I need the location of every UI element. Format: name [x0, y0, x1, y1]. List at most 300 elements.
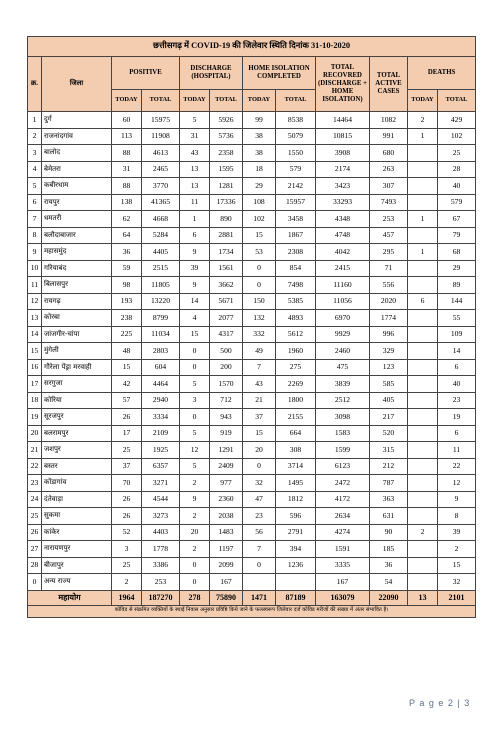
value-cell: 43 — [243, 376, 276, 393]
grand-total-cell: 278 — [180, 590, 210, 605]
value-cell: 1197 — [210, 541, 243, 558]
serial-cell: 23 — [28, 475, 42, 492]
serial-cell: 4 — [28, 161, 42, 178]
grand-total-label: महायोग — [28, 590, 112, 605]
value-cell: 5284 — [142, 227, 180, 244]
value-cell: 0 — [243, 557, 276, 574]
value-cell: 315 — [370, 442, 408, 459]
table-row — [28, 310, 476, 327]
value-cell: 12 — [180, 442, 210, 459]
total-active-header: TOTAL ACTIVE CASES — [370, 57, 408, 112]
value-cell: 88 — [112, 145, 142, 162]
value-cell: 11 — [438, 442, 476, 459]
value-cell: 0 — [180, 574, 210, 591]
table-row — [28, 260, 476, 277]
serial-cell: 28 — [28, 557, 42, 574]
value-cell: 5385 — [276, 293, 316, 310]
value-cell: 1291 — [210, 442, 243, 459]
serial-cell: 8 — [28, 227, 42, 244]
value-cell: 17336 — [210, 194, 243, 211]
value-cell: 57 — [112, 392, 142, 409]
value-cell: 1591 — [316, 541, 370, 558]
value-cell: 108 — [243, 194, 276, 211]
value-cell: 8538 — [276, 112, 316, 129]
value-cell: 70 — [112, 475, 142, 492]
value-cell — [408, 541, 438, 558]
value-cell — [408, 359, 438, 376]
value-cell: 29 — [243, 178, 276, 195]
value-cell: 9929 — [316, 326, 370, 343]
value-cell: 787 — [370, 475, 408, 492]
value-cell — [408, 491, 438, 508]
value-cell: 3 — [180, 392, 210, 409]
value-cell: 919 — [210, 425, 243, 442]
value-cell — [408, 442, 438, 459]
value-cell: 2415 — [316, 260, 370, 277]
table-row — [28, 541, 476, 558]
value-cell: 12 — [438, 475, 476, 492]
value-cell: 185 — [370, 541, 408, 558]
discharge-today-header: TODAY — [180, 90, 210, 112]
table-row — [28, 458, 476, 475]
value-cell — [408, 161, 438, 178]
value-cell: 43 — [180, 145, 210, 162]
value-cell — [408, 392, 438, 409]
value-cell: 71 — [370, 260, 408, 277]
value-cell — [408, 178, 438, 195]
home-isolation-today-header: TODAY — [243, 90, 276, 112]
value-cell: 2099 — [210, 557, 243, 574]
value-cell: 2109 — [142, 425, 180, 442]
value-cell: 64 — [112, 227, 142, 244]
district-name-cell: मुंगेली — [42, 343, 112, 360]
value-cell: 53 — [243, 244, 276, 261]
value-cell: 90 — [370, 524, 408, 541]
value-cell: 2881 — [210, 227, 243, 244]
value-cell: 31 — [180, 128, 210, 145]
district-name-cell: नारायणपुर — [42, 541, 112, 558]
value-cell: 25 — [112, 442, 142, 459]
value-cell: 123 — [370, 359, 408, 376]
value-cell: 3098 — [316, 409, 370, 426]
value-cell: 1550 — [276, 145, 316, 162]
value-cell: 15 — [243, 425, 276, 442]
value-cell: 1561 — [210, 260, 243, 277]
value-cell: 1960 — [276, 343, 316, 360]
value-cell: 1734 — [210, 244, 243, 261]
value-cell: 2940 — [142, 392, 180, 409]
district-name-cell: रायगढ़ — [42, 293, 112, 310]
discharge-total-header: TOTAL — [210, 90, 243, 112]
value-cell: 14464 — [316, 112, 370, 129]
serial-cell: 20 — [28, 425, 42, 442]
value-cell: 2512 — [316, 392, 370, 409]
table-row — [28, 359, 476, 376]
value-cell: 38 — [243, 145, 276, 162]
value-cell: 7 — [243, 541, 276, 558]
value-cell: 295 — [370, 244, 408, 261]
page-number: P a g e 2 | 3 — [409, 698, 471, 708]
value-cell: 167 — [210, 574, 243, 591]
value-cell: 132 — [243, 310, 276, 327]
value-cell: 0 — [180, 343, 210, 360]
district-name-cell: दुर्ग — [42, 112, 112, 129]
serial-cell: 11 — [28, 277, 42, 294]
value-cell: 2358 — [210, 145, 243, 162]
value-cell: 0 — [180, 409, 210, 426]
value-cell: 3770 — [142, 178, 180, 195]
value-cell: 520 — [370, 425, 408, 442]
value-cell — [408, 145, 438, 162]
value-cell: 113 — [112, 128, 142, 145]
value-cell: 332 — [243, 326, 276, 343]
district-name-cell: बस्तर — [42, 458, 112, 475]
value-cell: 109 — [438, 326, 476, 343]
value-cell: 394 — [276, 541, 316, 558]
grand-total-cell: 187270 — [142, 590, 180, 605]
value-cell: 26 — [112, 409, 142, 426]
value-cell: 29 — [438, 260, 476, 277]
value-cell: 26 — [112, 508, 142, 525]
value-cell: 6123 — [316, 458, 370, 475]
grand-total-cell: 87189 — [276, 590, 316, 605]
value-cell: 4893 — [276, 310, 316, 327]
value-cell: 2 — [408, 524, 438, 541]
district-name-cell: गौरेला पेंड्रा मरवाही — [42, 359, 112, 376]
value-cell: 28 — [438, 161, 476, 178]
value-cell: 15957 — [276, 194, 316, 211]
value-cell: 3273 — [142, 508, 180, 525]
value-cell: 2174 — [316, 161, 370, 178]
value-cell: 22 — [438, 458, 476, 475]
district-name-cell: जशपुर — [42, 442, 112, 459]
value-cell — [408, 574, 438, 591]
value-cell: 11908 — [142, 128, 180, 145]
table-row — [28, 227, 476, 244]
value-cell: 1867 — [276, 227, 316, 244]
district-name-cell: बेमेतरा — [42, 161, 112, 178]
value-cell: 275 — [276, 359, 316, 376]
value-cell: 25 — [112, 557, 142, 574]
value-cell — [408, 425, 438, 442]
value-cell: 2 — [112, 574, 142, 591]
value-cell — [408, 277, 438, 294]
district-name-cell: कोरबा — [42, 310, 112, 327]
value-cell: 48 — [112, 343, 142, 360]
value-cell: 40 — [438, 178, 476, 195]
value-cell: 4172 — [316, 491, 370, 508]
value-cell: 3271 — [142, 475, 180, 492]
district-covid-table — [27, 36, 476, 618]
value-cell: 1 — [408, 128, 438, 145]
value-cell: 18 — [243, 161, 276, 178]
value-cell: 98 — [112, 277, 142, 294]
report-title: छत्तीसगढ़ में COVID-19 की जिलेवार स्थिति दिनांक 31-10-2020 — [28, 37, 476, 57]
table-row — [28, 409, 476, 426]
value-cell: 2465 — [142, 161, 180, 178]
value-cell: 60 — [112, 112, 142, 129]
value-cell: 89 — [438, 277, 476, 294]
table-row — [28, 277, 476, 294]
value-cell: 25 — [438, 145, 476, 162]
district-name-cell: धमतरी — [42, 211, 112, 228]
value-cell: 238 — [112, 310, 142, 327]
table-row — [28, 244, 476, 261]
value-cell: 4348 — [316, 211, 370, 228]
value-cell: 680 — [370, 145, 408, 162]
value-cell: 556 — [370, 277, 408, 294]
value-cell: 15 — [243, 227, 276, 244]
district-name-cell: सरगुजा — [42, 376, 112, 393]
positive-today-header: TODAY — [112, 90, 142, 112]
value-cell: 3458 — [276, 211, 316, 228]
value-cell: 14 — [438, 343, 476, 360]
grand-total-cell: 13 — [408, 590, 438, 605]
value-cell — [408, 326, 438, 343]
value-cell: 11056 — [316, 293, 370, 310]
district-name-cell: सूरजपुर — [42, 409, 112, 426]
value-cell: 8 — [438, 508, 476, 525]
value-cell: 4405 — [142, 244, 180, 261]
value-cell: 8799 — [142, 310, 180, 327]
district-name-cell: कांकेर — [42, 524, 112, 541]
value-cell: 2460 — [316, 343, 370, 360]
value-cell: 2409 — [210, 458, 243, 475]
serial-cell: 6 — [28, 194, 42, 211]
value-cell: 20 — [243, 442, 276, 459]
value-cell: 991 — [370, 128, 408, 145]
value-cell: 13 — [180, 178, 210, 195]
value-cell: 977 — [210, 475, 243, 492]
value-cell: 6 — [438, 425, 476, 442]
value-cell: 23 — [438, 392, 476, 409]
table-row — [28, 211, 476, 228]
value-cell: 3423 — [316, 178, 370, 195]
value-cell: 102 — [438, 128, 476, 145]
discharge-header: DISCHARGE (HOSPITAL) — [180, 57, 243, 90]
value-cell: 11034 — [142, 326, 180, 343]
value-cell: 3839 — [316, 376, 370, 393]
table-row — [28, 326, 476, 343]
serial-cell: 2 — [28, 128, 42, 145]
value-cell: 3334 — [142, 409, 180, 426]
value-cell: 1774 — [370, 310, 408, 327]
value-cell: 54 — [370, 574, 408, 591]
district-name-cell: अन्य राज्य — [42, 574, 112, 591]
value-cell: 6 — [438, 359, 476, 376]
value-cell: 150 — [243, 293, 276, 310]
value-cell: 102 — [243, 211, 276, 228]
district-name-cell: बलौदाबाजार — [42, 227, 112, 244]
serial-cell: 19 — [28, 409, 42, 426]
serial-cell: 24 — [28, 491, 42, 508]
table-row — [28, 112, 476, 129]
value-cell: 0 — [243, 458, 276, 475]
value-cell — [243, 574, 276, 591]
value-cell: 21 — [243, 392, 276, 409]
value-cell: 5 — [180, 112, 210, 129]
serial-cell: 12 — [28, 293, 42, 310]
value-cell: 4042 — [316, 244, 370, 261]
value-cell — [408, 343, 438, 360]
value-cell: 1812 — [276, 491, 316, 508]
value-cell — [408, 260, 438, 277]
value-cell: 41365 — [142, 194, 180, 211]
value-cell: 68 — [438, 244, 476, 261]
value-cell: 7498 — [276, 277, 316, 294]
value-cell: 4 — [180, 310, 210, 327]
value-cell: 138 — [112, 194, 142, 211]
value-cell: 39 — [180, 260, 210, 277]
value-cell: 56 — [243, 524, 276, 541]
serial-cell: 17 — [28, 376, 42, 393]
value-cell: 2 — [180, 541, 210, 558]
value-cell: 9 — [180, 491, 210, 508]
value-cell: 2634 — [316, 508, 370, 525]
value-cell: 2803 — [142, 343, 180, 360]
value-cell — [408, 508, 438, 525]
value-cell: 37 — [112, 458, 142, 475]
value-cell: 88 — [112, 178, 142, 195]
value-cell: 200 — [210, 359, 243, 376]
value-cell: 363 — [370, 491, 408, 508]
value-cell: 7 — [243, 359, 276, 376]
value-cell: 2269 — [276, 376, 316, 393]
district-name-cell: बलरामपुर — [42, 425, 112, 442]
value-cell: 943 — [210, 409, 243, 426]
value-cell: 9 — [438, 491, 476, 508]
serial-cell: 22 — [28, 458, 42, 475]
value-cell: 2472 — [316, 475, 370, 492]
value-cell: 42 — [112, 376, 142, 393]
table-row — [28, 161, 476, 178]
value-cell: 167 — [316, 574, 370, 591]
value-cell: 19 — [438, 409, 476, 426]
value-cell: 13 — [180, 161, 210, 178]
value-cell: 579 — [438, 194, 476, 211]
value-cell: 79 — [438, 227, 476, 244]
value-cell: 457 — [370, 227, 408, 244]
value-cell: 712 — [210, 392, 243, 409]
value-cell — [408, 475, 438, 492]
value-cell: 4668 — [142, 211, 180, 228]
value-cell: 253 — [370, 211, 408, 228]
value-cell — [408, 376, 438, 393]
value-cell: 4613 — [142, 145, 180, 162]
value-cell: 1483 — [210, 524, 243, 541]
value-cell: 6357 — [142, 458, 180, 475]
value-cell — [408, 227, 438, 244]
district-name-cell: जांजगीर-चांपा — [42, 326, 112, 343]
value-cell: 631 — [370, 508, 408, 525]
district-name-cell: कोंडागांव — [42, 475, 112, 492]
district-header: जिला — [42, 57, 112, 112]
grand-total-cell: 1964 — [112, 590, 142, 605]
value-cell: 32 — [243, 475, 276, 492]
value-cell: 36 — [370, 557, 408, 574]
value-cell: 49 — [243, 343, 276, 360]
value-cell: 500 — [210, 343, 243, 360]
table-row — [28, 491, 476, 508]
value-cell: 11 — [180, 194, 210, 211]
value-cell: 1599 — [316, 442, 370, 459]
serial-cell: 3 — [28, 145, 42, 162]
value-cell: 31 — [112, 161, 142, 178]
value-cell: 5926 — [210, 112, 243, 129]
value-cell: 3335 — [316, 557, 370, 574]
sno-header: क्र. — [28, 57, 42, 112]
table-row — [28, 194, 476, 211]
table-row — [28, 178, 476, 195]
value-cell: 2 — [438, 541, 476, 558]
value-cell: 15 — [438, 557, 476, 574]
value-cell: 5612 — [276, 326, 316, 343]
district-name-cell: गरियाबंद — [42, 260, 112, 277]
value-cell: 26 — [112, 491, 142, 508]
value-cell: 5 — [180, 458, 210, 475]
serial-cell: 15 — [28, 343, 42, 360]
value-cell: 3908 — [316, 145, 370, 162]
value-cell: 217 — [370, 409, 408, 426]
value-cell: 0 — [180, 557, 210, 574]
grand-total-cell: 1471 — [243, 590, 276, 605]
value-cell: 2308 — [276, 244, 316, 261]
value-cell: 17 — [112, 425, 142, 442]
serial-cell: 1 — [28, 112, 42, 129]
value-cell: 225 — [112, 326, 142, 343]
serial-cell: 27 — [28, 541, 42, 558]
value-cell: 3386 — [142, 557, 180, 574]
grand-total-cell: 163079 — [316, 590, 370, 605]
value-cell: 664 — [276, 425, 316, 442]
value-cell: 2515 — [142, 260, 180, 277]
table-row — [28, 425, 476, 442]
table-row — [28, 343, 476, 360]
value-cell: 5079 — [276, 128, 316, 145]
district-name-cell: रायपुर — [42, 194, 112, 211]
value-cell: 596 — [276, 508, 316, 525]
serial-cell: 5 — [28, 178, 42, 195]
serial-cell: 14 — [28, 326, 42, 343]
deaths-total-header: TOTAL — [438, 90, 476, 112]
value-cell: 2038 — [210, 508, 243, 525]
table-row — [28, 574, 476, 591]
value-cell: 0 — [180, 359, 210, 376]
value-cell: 11160 — [316, 277, 370, 294]
value-cell: 0 — [243, 260, 276, 277]
value-cell: 2020 — [370, 293, 408, 310]
table-row — [28, 128, 476, 145]
value-cell: 212 — [370, 458, 408, 475]
value-cell: 32 — [438, 574, 476, 591]
value-cell: 2 — [180, 475, 210, 492]
value-cell: 39 — [438, 524, 476, 541]
value-cell: 47 — [243, 491, 276, 508]
value-cell — [408, 409, 438, 426]
value-cell: 2 — [180, 508, 210, 525]
value-cell: 11805 — [142, 277, 180, 294]
table-row — [28, 442, 476, 459]
value-cell: 9 — [180, 244, 210, 261]
value-cell: 2360 — [210, 491, 243, 508]
value-cell: 5 — [180, 376, 210, 393]
value-cell: 15 — [112, 359, 142, 376]
value-cell: 4544 — [142, 491, 180, 508]
value-cell: 2 — [408, 112, 438, 129]
value-cell: 253 — [142, 574, 180, 591]
serial-cell: 18 — [28, 392, 42, 409]
value-cell: 405 — [370, 392, 408, 409]
